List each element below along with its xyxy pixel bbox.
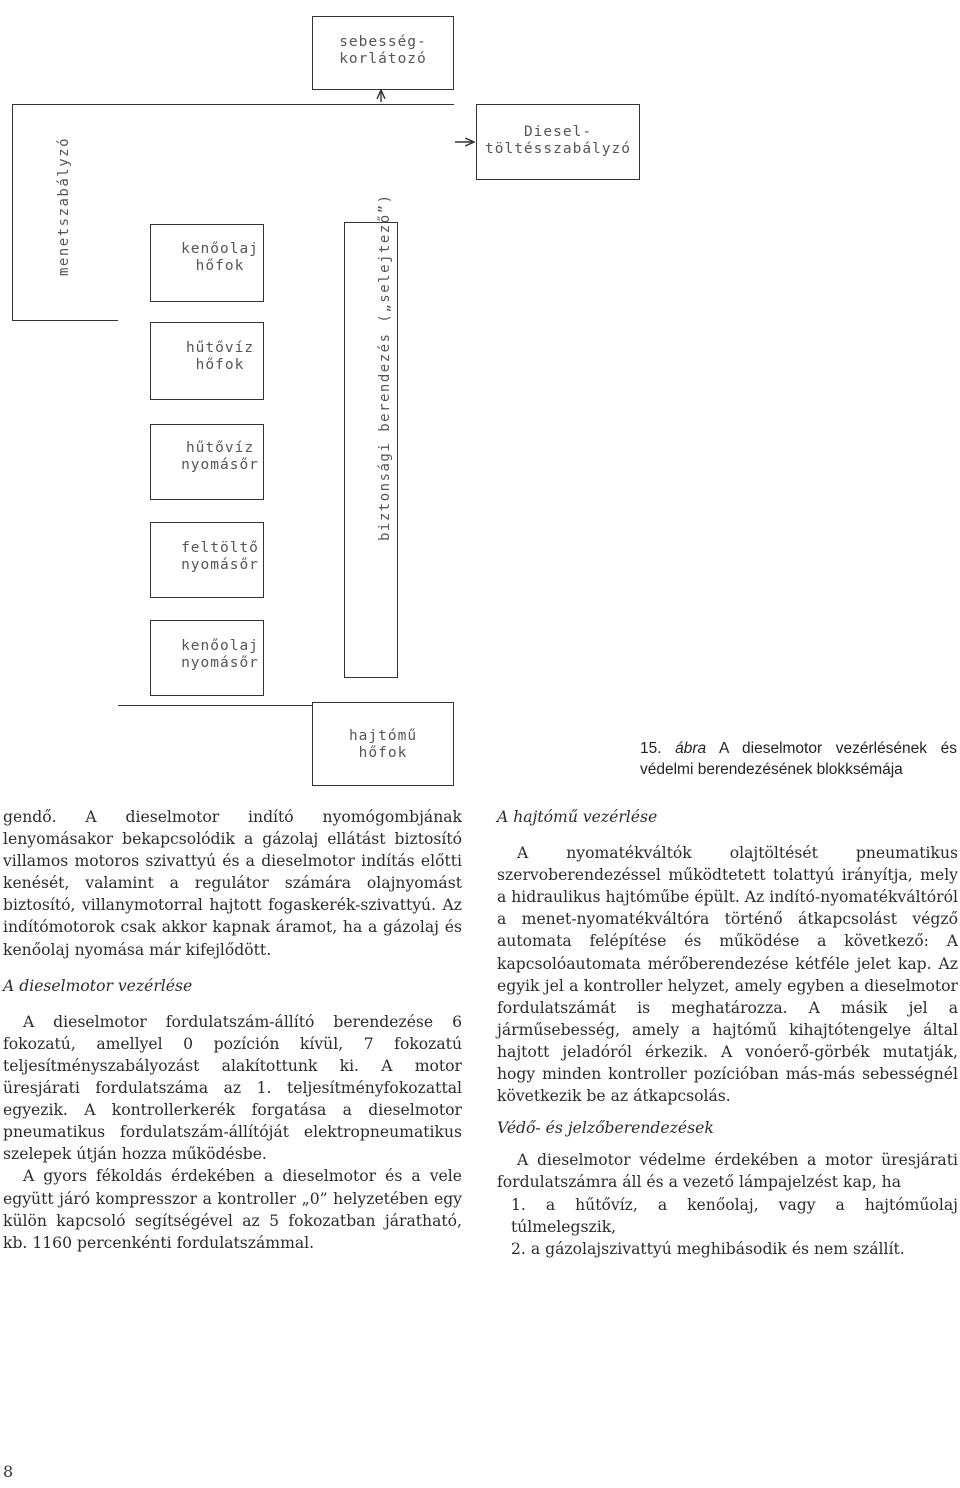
figure-number: 15.	[640, 740, 662, 757]
figure-word: ábra	[675, 740, 707, 757]
section-heading-transmission-control: A hajtómű vezérlése	[497, 808, 658, 826]
section-heading-engine-control: A dieselmotor vezérlése	[3, 976, 193, 995]
oil-temp-label: kenőolaj hőfok	[181, 241, 259, 274]
left-paragraph-2: A dieselmotor fordulatszám-állító berendezése 6 fokozatú, amellyel 0 pozíción kívül, 7 fokozatú teljesítményszabályozást alakítottunk ki. A motor üresjárati fordulatszáma az 1. teljesítményfokozattal egyezik. A kontrollerkerék forgatása a dieselmotor pneumatikus fordulatszám-állítóját elektropneumatikus szelepek útján hozza működésbe.	[3, 1012, 462, 1164]
travel-regulator-label: menetszabályzó	[56, 136, 72, 276]
list-item-1: 1. a hűtővíz, a kenőolaj, vagy a hajtóműolaj túlmelegszik,	[511, 1195, 958, 1236]
left-column	[3, 806, 462, 1254]
diesel-fill-regulator-label: Diesel- töltésszabályzó	[485, 124, 631, 157]
page-number: 8	[3, 1462, 14, 1481]
right-paragraph-1: A nyomatékváltók olajtöltését pneumatikus szervoberendezéssel működtetett tolattyú irányítja, mely a hidraulikus hajtóműbe épült. Az indító-nyomatékváltóról a menet-nyomatékváltóra történő átkapcsolást végző automata felépítése és működése a következő: A kapcsolóautomata mérőberendezése kétféle jelet kap. Az egyik jel a kontroller helyzet, amely egyben a dieselmotor fordulatszámát is meghatározza. A másik jel a járműsebesség, amely a hajtómű kihajtótengelye által hajtott jeladóról érkezik. A vonóerő-görbék mutatják, hogy minden kontroller pozícióban más-más sebességnél következik be az átkapcsolás.	[497, 844, 958, 1106]
central-block	[118, 104, 454, 706]
right-paragraph-2: A dieselmotor védelme érdekében a motor üresjárati fordulatszámra áll és a vezető lámpajelzést kap, ha	[497, 1151, 958, 1192]
charge-pressure-label: feltöltő nyomásőr	[181, 540, 259, 573]
coolant-temp-label: hűtővíz hőfok	[185, 340, 255, 373]
list-item-2: 2. a gázolajszivattyú meghibásodik és nem szállít.	[511, 1239, 905, 1258]
speed-limiter-label: sebesség- korlátozó	[339, 34, 427, 67]
left-paragraph-1: gendő. A dieselmotor indító nyomógombjának lenyomásakor bekapcsolódik a gázolaj ellátást biztosító villamos motoros szivattyú és a dieselmotor indítás előtti kenését, valamint a regulátor számára olajnyomást biztosító, villanymotorral hajtott fogaskerék-szivattyú. Az indítómotorok csak akkor kapnak áramot, ha a gázolaj és kenőolaj nyomása már kifejlődött.	[3, 808, 462, 959]
oil-pressure-label: kenőolaj nyomásőr	[181, 638, 259, 671]
figure-caption	[640, 738, 957, 780]
coolant-pressure-label: hűtővíz nyomásőr	[181, 440, 259, 473]
safety-device-label: biztonsági berendezés („selejtező”)	[377, 193, 393, 541]
right-column	[497, 806, 958, 1260]
figure-text: A dieselmotor vezérlésének és védelmi berendezésének blokksémája	[640, 740, 958, 778]
section-heading-protection: Védő- és jelzőberendezések	[497, 1119, 714, 1138]
transmission-temp-label: hajtómű hőfok	[348, 728, 418, 761]
left-paragraph-3: A gyors fékoldás érdekében a dieselmotor és a vele együtt járó kompresszor a kontroller „0” helyzetében egy külön kapcsoló segítségével az 5 fokozatban járatható, kb. 1160 percenkénti fordulatszámmal.	[3, 1167, 462, 1252]
